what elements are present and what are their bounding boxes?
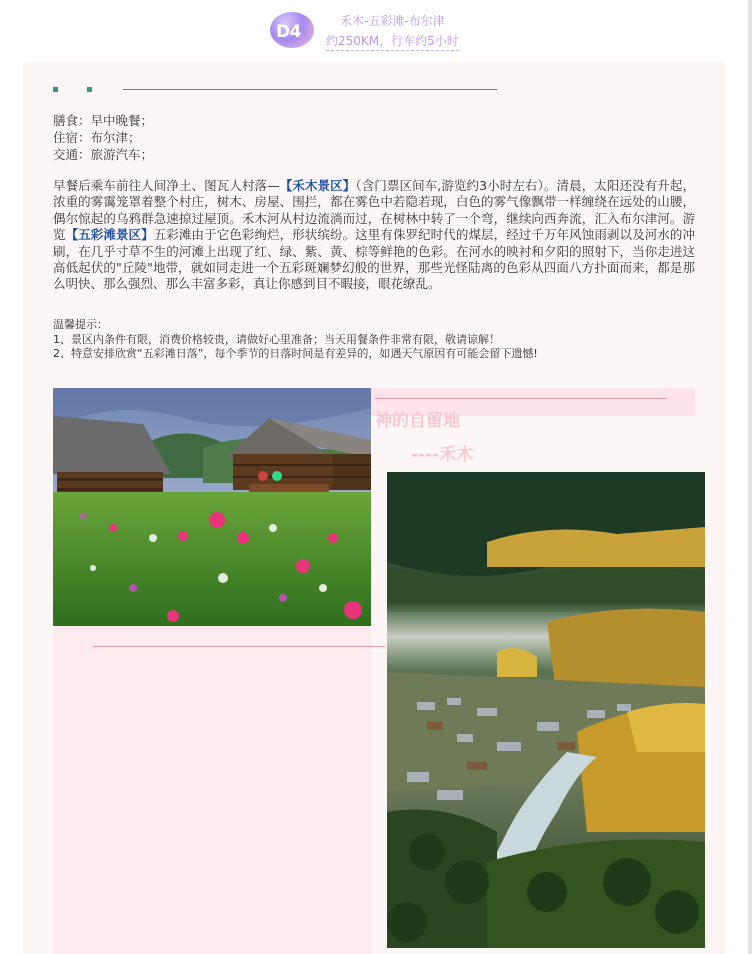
description-part-1: 早餐后乘车前往人间净土、图瓦人村落— (53, 178, 280, 193)
caption-divider (375, 398, 667, 399)
decorative-dot (53, 87, 58, 92)
meals-info: 膳食：早中晚餐； (53, 113, 154, 128)
decorative-line (123, 89, 497, 90)
decorative-dot (87, 87, 92, 92)
day-badge-label: D4 (276, 22, 301, 42)
tips-item-2: 2、特意安排欣赏“五彩滩日落”，每个季节的日落时间是有差异的，如遇天气原因有可能会留下遗憾! (53, 347, 538, 360)
photo-divider (93, 646, 385, 647)
wucaitan-spot-label: 【五彩滩景区】 (65, 227, 154, 243)
day-badge (270, 12, 314, 48)
caption-subtitle: ----禾木 (411, 445, 474, 465)
day-header (266, 8, 506, 58)
tips-title: 温馨提示： (53, 318, 108, 331)
page-right-edge (748, 0, 752, 954)
itinerary-panel (23, 62, 725, 954)
warm-tips (53, 318, 538, 362)
lodging-info: 住宿：布尔津； (53, 130, 141, 145)
description-part-3: 五彩滩由于它色彩绚烂，形状缤纷。这里有侏罗纪时代的煤层，经过千万年风蚀雨剥以及河水的冲刷，在几乎寸草不生的河滩上出现了红、绿、紫、黄、棕等鲜艳的色彩。在河水的映衬和夕阳的照射下，当你走进这高低起伏的"丘陵"地带，就如同走进一个五彩斑斓梦幻般的世界，那些光怪陆离的色彩从四面八方扑面而来，都是那么明快、那么强烈、那么丰富多彩，真让你感到目不暇接，眼花缭乱。 (53, 227, 695, 292)
hemu-spot-label: 【禾木景区】 (279, 178, 356, 193)
tips-item-1: 1、景区内条件有限，消费价格较贵，请做好心里准备；当天用餐条件非常有限，敬请谅解！ (53, 332, 500, 346)
transport-info: 交通：旅游汽车； (53, 147, 154, 162)
route-title: 禾木-五彩滩-布尔津 (340, 14, 445, 28)
hemu-valley-photo (387, 472, 705, 948)
hemu-village-photo (53, 388, 371, 626)
caption-title: 神的自留地 (375, 411, 460, 431)
distance-info: 约250KM，行车约5小时 (326, 32, 459, 51)
day-description (53, 178, 695, 293)
trip-info (53, 112, 153, 163)
description-part-2: （含门票区间车,游览约3小时左右）。清晨，太阳还没有升起，浓重的雾霭笼罩着整个村庄，树木、房屋、围拦，都在雾色中若隐若现，白色的雾气像飘带一样缠绕在远处的山腰，偶尔惊起的乌鸦群急速掠过屋顶。禾木河从村边流淌而过，在树林中转了一个弯，继续向西奔流，汇入布尔津河。游览 (53, 178, 695, 243)
